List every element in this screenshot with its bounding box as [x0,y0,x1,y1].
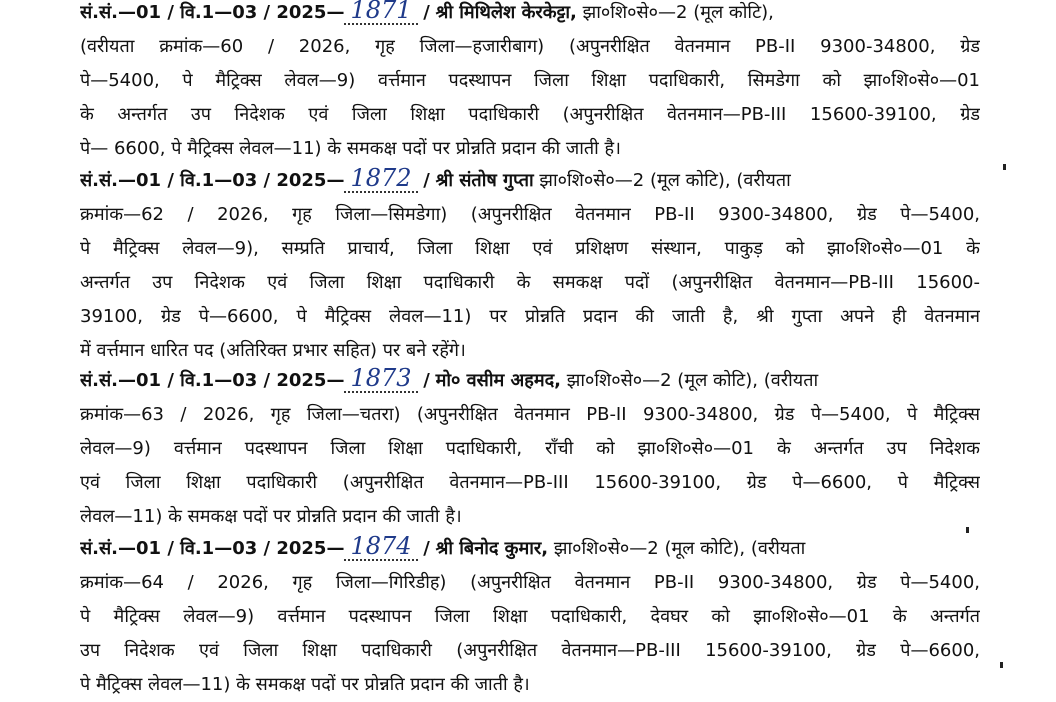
separator: / [423,370,430,391]
handwritten-order-number: 1872 [344,165,417,193]
entry-body-line: में वर्त्तमान धारित पद (अतिरिक्त प्रभार सहित) पर बने रहेंगे। [80,340,466,361]
separator: / [423,2,430,23]
order-entry [80,532,980,702]
order-entry [80,364,980,534]
scan-speck [1003,164,1006,170]
entry-body-line: लेवल—11) के समकक्ष पदों पर प्रोन्नति प्रदान की जाती है। [80,506,462,527]
separator: / [423,170,430,191]
entry-body-line: पे— 6600, पे मैट्रिक्स लेवल—11) के समकक्ष पदों पर प्रोन्नति प्रदान की जाती है। [80,138,621,159]
order-reference: सं.सं.—01 / वि.1—03 / 2025— [80,370,345,391]
entry-body-line: 39100, ग्रेड पे—6600, पे मैट्रिक्स लेवल—11) पर प्रोन्नति प्रदान की जाती है, श्री गुप्ता अपने ही वेतनमान [80,306,980,327]
officer-name: श्री मिथिलेश केरकेट्टा, [435,2,577,23]
handwritten-order-number: 1873 [344,365,417,393]
order-entry [80,164,980,368]
order-reference: सं.सं.—01 / वि.1—03 / 2025— [80,538,345,559]
entry-body-line: उप निदेशक एवं जिला शिक्षा पदाधिकारी (अपुनरीक्षित वेतनमान—PB-III 15600-39100, ग्रेड पे—6600, [80,640,980,661]
scan-speck [966,527,969,533]
scan-speck [1000,662,1003,668]
entry-header-line [80,164,980,198]
entry-body-line: लेवल—9) वर्त्तमान पदस्थापन जिला शिक्षा पदाधिकारी, राँची को झा०शि०से०—01 के अन्तर्गत उप निदेशक [80,438,980,459]
entry-body-line: अन्तर्गत उप निदेशक एवं जिला शिक्षा पदाधिकारी के समकक्ष पदों (अपुनरीक्षित वेतनमान—PB-III 15600- [80,272,980,293]
entry-body-line: एवं जिला शिक्षा पदाधिकारी (अपुनरीक्षित वेतनमान—PB-III 15600-39100, ग्रेड पे—6600, पे मैट्रिक्स [80,472,980,493]
officer-name: श्री संतोष गुप्ता [435,170,534,191]
entry-body-line: पे मैट्रिक्स लेवल—9), सम्प्रति प्राचार्य, जिला शिक्षा एवं प्रशिक्षण संस्थान, पाकुड़ को झा०शि०से०—01 के [80,238,980,259]
order-reference: सं.सं.—01 / वि.1—03 / 2025— [80,170,345,191]
order-entry [80,0,980,166]
officer-name: श्री बिनोद कुमार, [435,538,549,559]
entry-body-line: पे—5400, पे मैट्रिक्स लेवल—9) वर्त्तमान पदस्थापन जिला शिक्षा पदाधिकारी, सिमडेगा को झा०शि०से०—01 [80,70,980,91]
entry-body-line: क्रमांक—64 / 2026, गृह जिला—गिरिडीह) (अपुनरीक्षित वेतनमान PB-II 9300-34800, ग्रेड पे—5400, [80,572,980,593]
entry-first-line-text: झा०शि०से०—2 (मूल कोटि), [582,2,774,23]
separator: / [423,538,430,559]
handwritten-order-number: 1874 [344,533,417,561]
entry-body-line: क्रमांक—62 / 2026, गृह जिला—सिमडेगा) (अपुनरीक्षित वेतनमान PB-II 9300-34800, ग्रेड पे—5400, [80,204,980,225]
entry-body-line: के अन्तर्गत उप निदेशक एवं जिला शिक्षा पदाधिकारी (अपुनरीक्षित वेतनमान—PB-III 15600-39100, ग्रेड [80,104,980,125]
entry-body-line: पे मैट्रिक्स लेवल—9) वर्त्तमान पदस्थापन जिला शिक्षा पदाधिकारी, देवघर को झा०शि०से०—01 के अन्तर्गत [80,606,980,627]
officer-name: मो० वसीम अहमद, [435,370,561,391]
entry-body-line: (वरीयता क्रमांक—60 / 2026, गृह जिला—हजारीबाग) (अपुनरीक्षित वेतनमान PB-II 9300-34800, ग्रेड [80,36,980,57]
entry-header-line [80,364,980,398]
entry-header-line [80,532,980,566]
entry-first-line-text: झा०शि०से०—2 (मूल कोटि), (वरीयता [553,538,806,559]
handwritten-order-number: 1871 [344,0,417,25]
entry-body-line: पे मैट्रिक्स लेवल—11) के समकक्ष पदों पर प्रोन्नति प्रदान की जाती है। [80,674,530,695]
entry-body-line: क्रमांक—63 / 2026, गृह जिला—चतरा) (अपुनरीक्षित वेतनमान PB-II 9300-34800, ग्रेड पे—5400, पे मैट्रिक्स [80,404,980,425]
entry-first-line-text: झा०शि०से०—2 (मूल कोटि), (वरीयता [566,370,819,391]
entry-first-line-text: झा०शि०से०—2 (मूल कोटि), (वरीयता [539,170,791,191]
order-reference: सं.सं.—01 / वि.1—03 / 2025— [80,2,345,23]
entry-header-line [80,0,980,30]
